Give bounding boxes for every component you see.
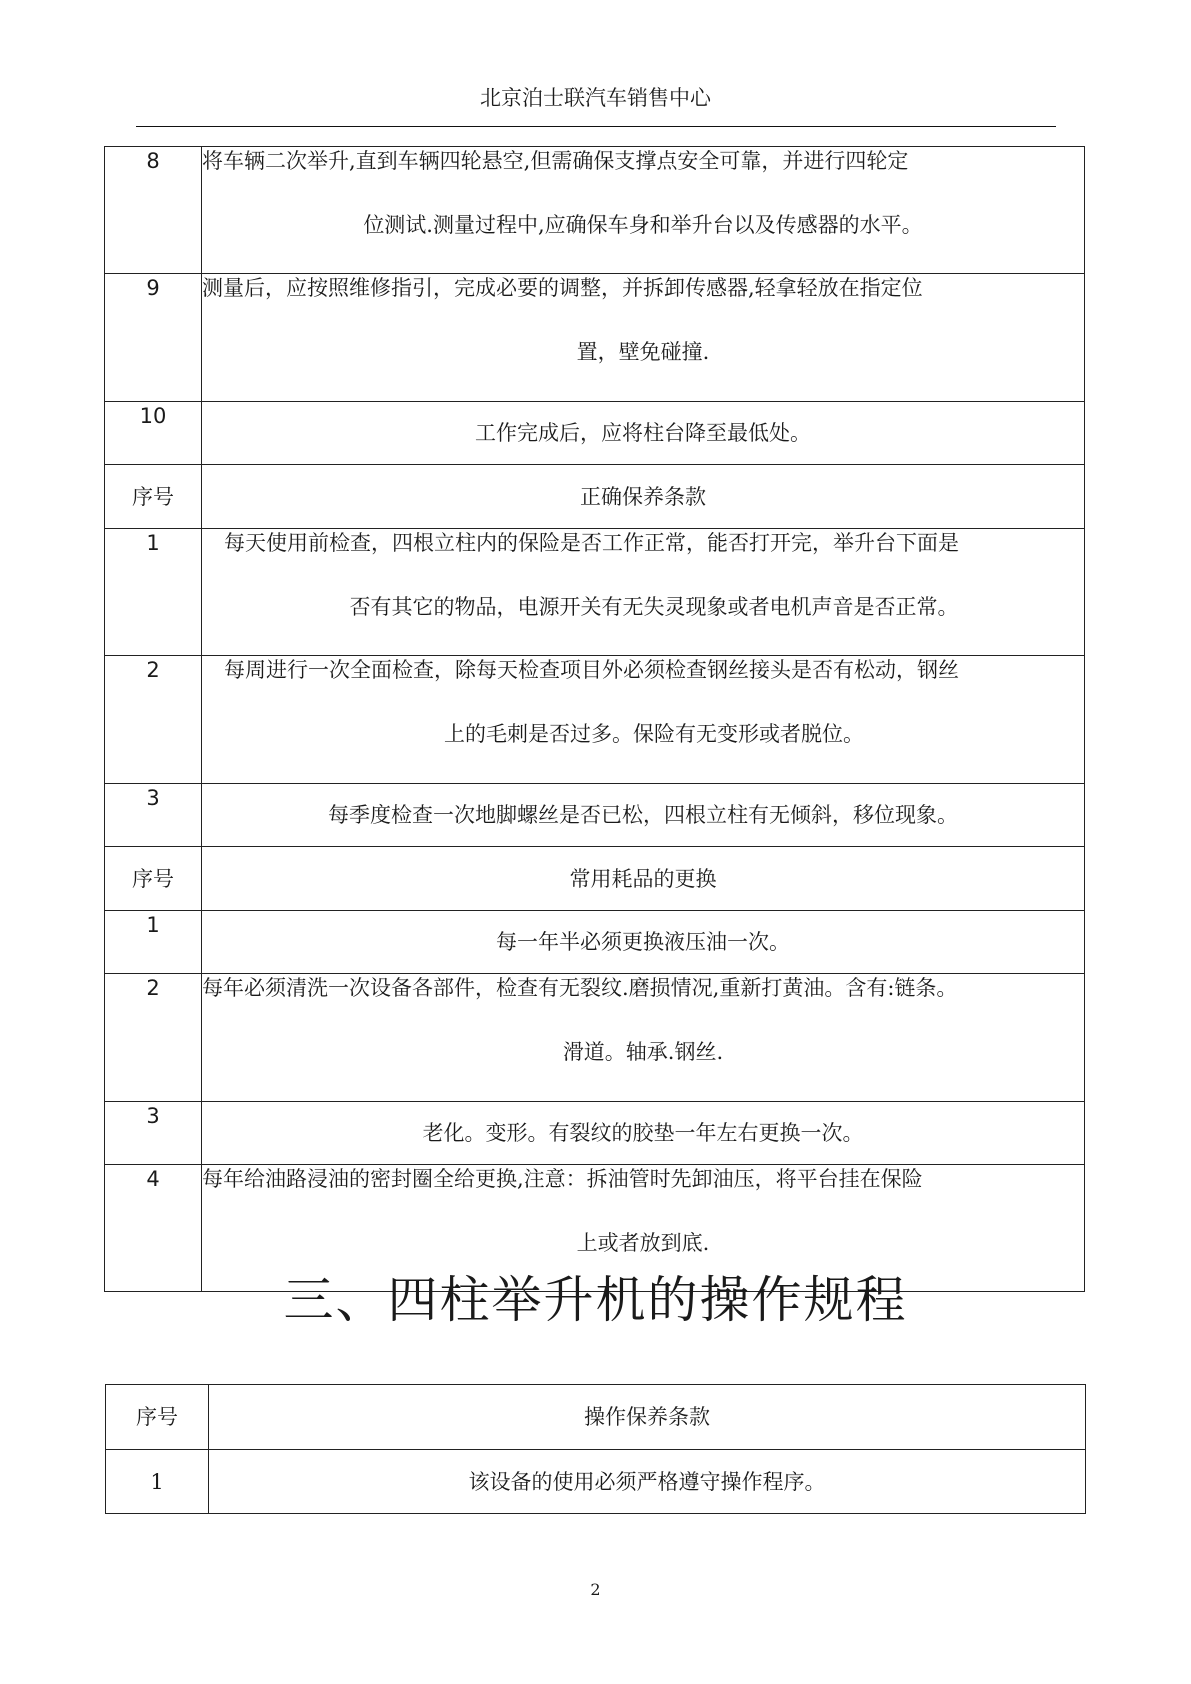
table-row xyxy=(105,402,1085,465)
row-text: 每周进行一次全面检查，除每天检查项目外必须检查钢丝接头是否有松动，钢丝 上的毛刺是否过多。保险有无变形或者脱位。 xyxy=(202,656,1085,784)
table-row xyxy=(105,784,1085,847)
header-number-label: 序号 xyxy=(105,465,202,529)
table-row xyxy=(105,147,1085,274)
row-text: 每年必须清洗一次设备各部件，检查有无裂纹.磨损情况,重新打黄油。含有:链条。 滑道。轴承.钢丝. xyxy=(202,974,1085,1102)
row-text: 工作完成后，应将柱台降至最低处。 xyxy=(202,402,1085,465)
row-text: 每天使用前检查，四根立柱内的保险是否工作正常，能否打开完，举升台下面是 否有其它的物品，电源开关有无失灵现象或者电机声音是否正常。 xyxy=(202,529,1085,656)
row-number: 10 xyxy=(105,402,202,465)
section-header-row xyxy=(105,847,1085,911)
header-number-label: 序号 xyxy=(106,1385,209,1450)
row-number: 8 xyxy=(105,147,202,274)
page-number: 2 xyxy=(590,1580,601,1599)
row-number: 2 xyxy=(105,974,202,1102)
row-text: 将车辆二次举升,直到车辆四轮悬空,但需确保支撑点安全可靠，并进行四轮定 位测试.测量过程中,应确保车身和举升台以及传感器的水平。 xyxy=(202,147,1085,274)
table-row xyxy=(105,911,1085,974)
row-number: 3 xyxy=(105,1102,202,1165)
row-text: 老化。变形。有裂纹的胶垫一年左右更换一次。 xyxy=(202,1102,1085,1165)
operation-table xyxy=(105,1384,1086,1514)
table-row xyxy=(105,274,1085,402)
row-number: 1 xyxy=(105,529,202,656)
row-text: 该设备的使用必须严格遵守操作程序。 xyxy=(209,1450,1086,1514)
row-number: 2 xyxy=(105,656,202,784)
header-title: 操作保养条款 xyxy=(209,1385,1086,1450)
row-text: 每年给油路浸油的密封圈全给更换,注意：拆油管时先卸油压，将平台挂在保险 上或者放到底. xyxy=(202,1165,1085,1292)
row-number: 1 xyxy=(105,911,202,974)
table-row xyxy=(106,1450,1086,1514)
header-title: 常用耗品的更换 xyxy=(202,847,1085,911)
row-number: 1 xyxy=(106,1450,209,1514)
page-header-title: 北京泊士联汽车销售中心 xyxy=(480,86,711,110)
row-text: 每一年半必须更换液压油一次。 xyxy=(202,911,1085,974)
table-row xyxy=(105,656,1085,784)
table-row xyxy=(105,1102,1085,1165)
table-row xyxy=(105,529,1085,656)
section-header-row xyxy=(106,1385,1086,1450)
header-divider xyxy=(136,126,1056,127)
row-number: 9 xyxy=(105,274,202,402)
row-text: 每季度检查一次地脚螺丝是否已松，四根立柱有无倾斜，移位现象。 xyxy=(202,784,1085,847)
row-number: 4 xyxy=(105,1165,202,1292)
header-title: 正确保养条款 xyxy=(202,465,1085,529)
section-title: 三、四柱举升机的操作规程 xyxy=(283,1271,908,1329)
row-number: 3 xyxy=(105,784,202,847)
maintenance-table xyxy=(104,146,1085,1292)
section-header-row xyxy=(105,465,1085,529)
row-text: 测量后，应按照维修指引，完成必要的调整，并拆卸传感器,轻拿轻放在指定位 置，壁免碰撞. xyxy=(202,274,1085,402)
header-number-label: 序号 xyxy=(105,847,202,911)
table-row xyxy=(105,974,1085,1102)
